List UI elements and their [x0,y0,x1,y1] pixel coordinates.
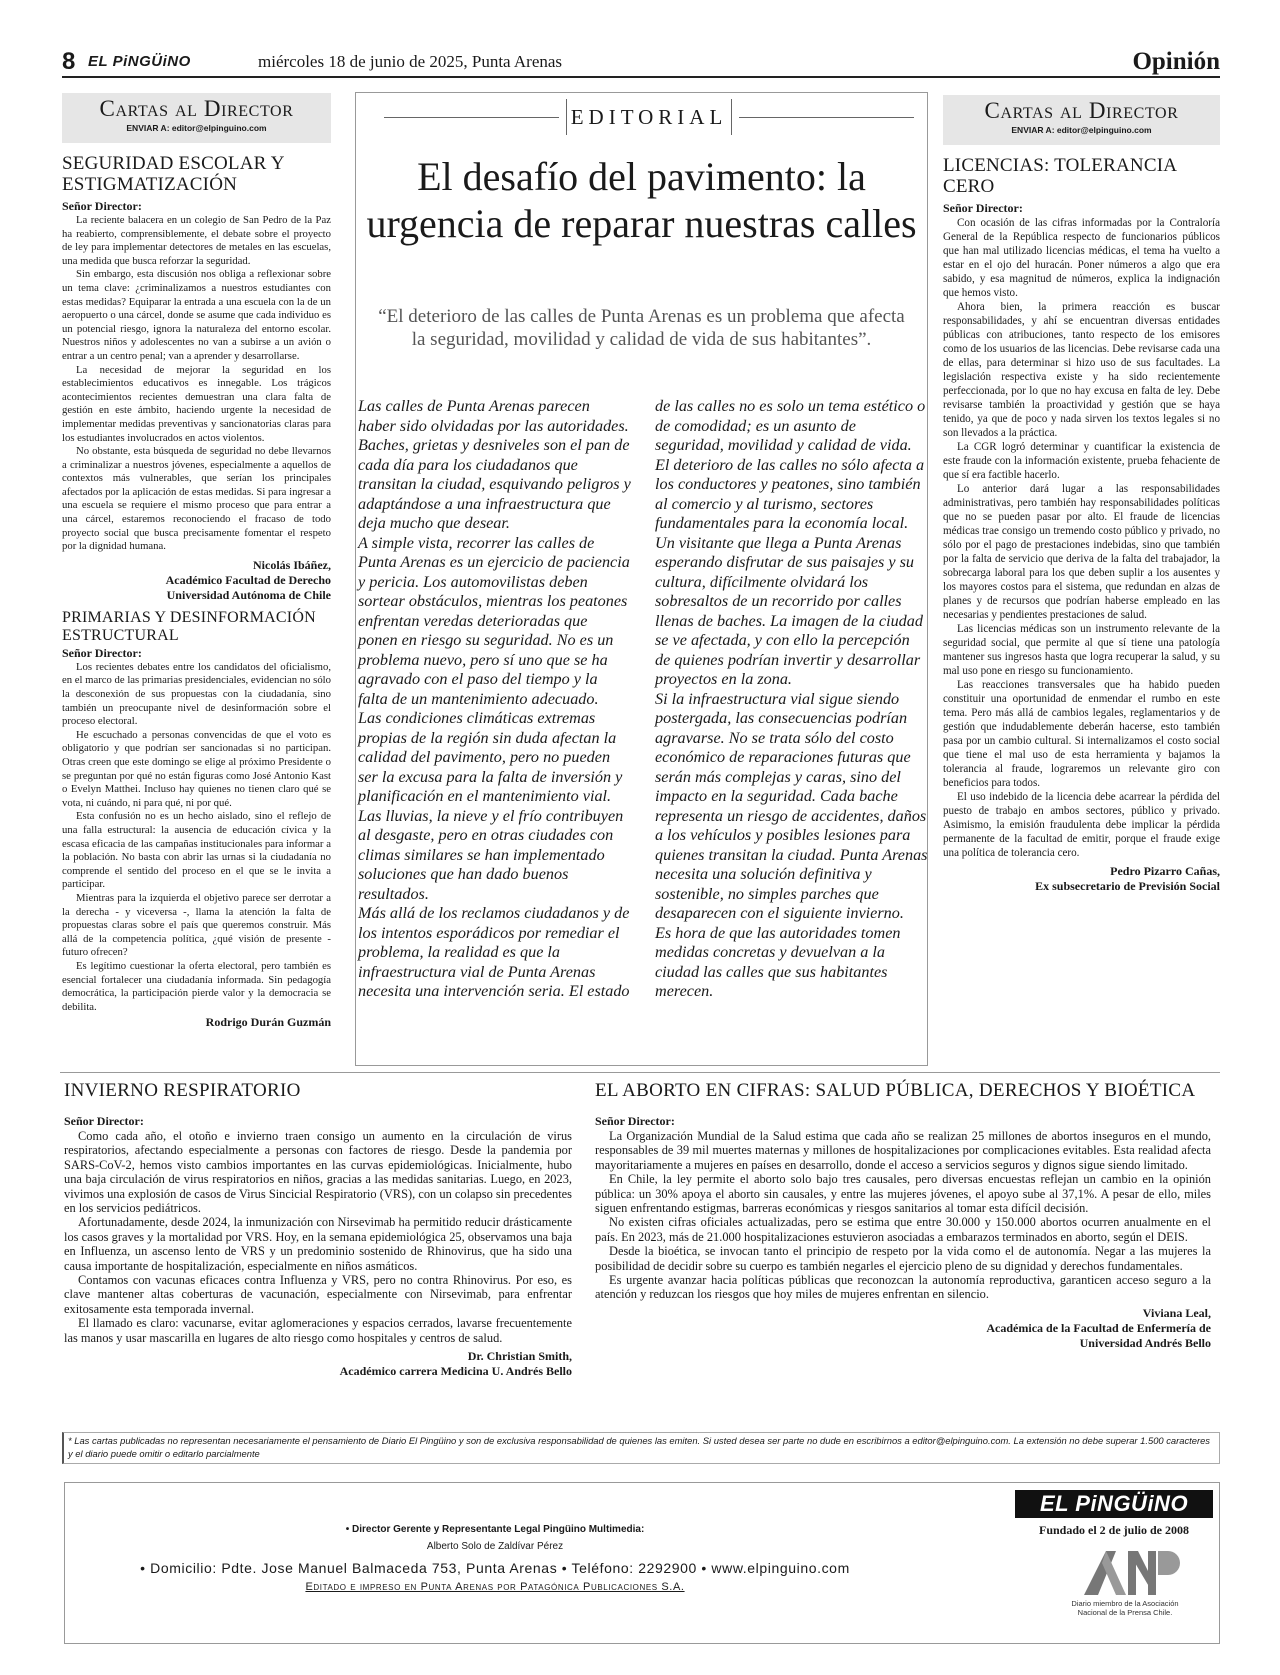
footer-brand-logo: EL PiNGÜiNO [1015,1490,1213,1518]
letter-salutation: Señor Director: [943,201,1023,215]
editorial-paragraph: A simple vista, recorrer las calles de Punta Arenas es un ejercicio de paciencia y pericia. Los automovilistas deben sortear obstáculos, mientras los peatones enfrentan veredas deterioradas que ponen en riesgo su seguridad. No es un problema nuevo, pero sí uno que se ha agravado con el paso del tiempo y la falta de un mantenimiento adecuado. [358,533,630,708]
editorial-paragraph: Si la infraestructura vial sigue siendo postergada, las consecuencias podrían agravarse. No se trata sólo del costo económico de reparaciones futuras que serán más complejas y caras, sino del impacto en la seguridad. Cada bache representa un riesgo de accidentes, daños a los vehículos y posibles lesiones para quienes transitan la ciudad. Punta Arenas necesita una solución definitiva y sostenible, no simples parches que desaparecen con el siguiente invierno. [655,689,928,922]
anp-member-text: Diario miembro de la Asociación Nacional de la Prensa Chile. [1071,1599,1179,1617]
imprint-publisher: Editado e impreso en Punta Arenas por Patagónica Publicaciones S.A. [305,1581,685,1593]
letter-paragraph: Con ocasión de las cifras informadas por la Contraloría General de la República respecto de funcionarios públicos que han mal utilizado licencias médicas, el tema ha vuelto a estar en el ojo del huracán. Poner números a algo que era sabido, y esa magnitud de números, explica la indignación que hemos visto. [943,217,1220,299]
signature-institution: Universidad Andrés Bello [1079,1335,1211,1350]
letter-paragraph: La necesidad de mejorar la seguridad en los establecimientos educativos es innegable. Los trágicos acontecimientos recientes demuestran una clara falta de gestión en este ámbito, haciendo urgente la necesidad de implementar medidas preventivas y sancionatorias claras para los estudiantes involucrados en actos violentos. [62,363,331,444]
letter-paragraph: La CGR logró determinar y cuantificar la existencia de este fraude con la información existente, prueba fehaciente de que sí era factible hacerlo. [943,441,1220,481]
letter-signature [62,1015,331,1030]
editorial-paragraph: Las condiciones climáticas extremas propias de la región sin duda afectan la calidad del pavimento, pero no pueden ser la excusa para la falta de inversión y planificación en el mantenimiento vial. Las lluvias, la nieve y el frío contribuyen al desgaste, pero en otras ciudades con climas similares se han implementado soluciones que han dado buenos resultados. [358,709,624,903]
editorial-body [358,397,928,1047]
letter-paragraph: Ahora bien, la primera reacción es buscar responsabilidades, y ahí se encuentran diversas entidades públicas con atribuciones, tanto respecto de los emisores como de los usuarios de las licencias. Debe revisarse cada una de ellas, para determinar si hizo uso de sus facultades. La legislación respectiva existe y ha sido recientemente perfeccionada, por lo que no hay excusa en falta de ley. Debe revisarse también la proactividad y gestión que se haya tenido, ya que de poco y nada sirven los textos legales si no son llevados a la práctica. [943,301,1220,439]
letter-signature [62,558,331,603]
letter-paragraph: La reciente balacera en un colegio de San Pedro de la Paz ha reabierto, comprensiblemente, el debate sobre el proyecto de ley para implementar detectores de metales en las escuelas, una medida que busca reforzar la seguridad. [62,214,331,267]
section-title: Opinión [1132,48,1220,75]
masthead-brand: EL PiNGÜiNO [88,53,191,70]
letter-paragraph: Es urgente avanzar hacia políticas públicas que reconozcan la autonomía reproductiva, garanticen acceso seguro a la atención y reduzcan los riesgos que hoy miles de mujeres enfrentan en silencio. [595,1273,1211,1302]
editorial-paragraph: El deterioro de las calles no sólo afecta a los conductores y peatones, sino también al comercio y al turismo, sectores fundamentales para la economía local. Un visitante que llega a Punta Arenas esperando disfrutar de sus paisajes y su cultura, difícilmente olvidará los sobresaltos de un recorrido por calles llenas de baches. La imagen de la ciudad se ve afectada, y con ello la percepción de quienes podrían invertir y desarrollar proyectos en la zona. [655,455,925,688]
letter-paragraph: La Organización Mundial de la Salud estima que cada año se realizan 25 millones de abortos inseguros en el mundo, responsables de 39 mil muertes maternas y millones de hospitalizaciones por complicaciones evitables. Esta realidad afecta mayoritariamente a mujeres en países en desarrollo, donde el acceso a servicios seguros y dignos sigue siendo limitado. [595,1129,1211,1172]
letters-box-email: ENVIAR A: editor@elpinguino.com [1011,125,1152,135]
letters-box [62,93,331,143]
letter-paragraph: El uso indebido de la licencia debe acarrear la pérdida del puesto de trabajo en ambos sectores, público y privado. Asimismo, la emisión fraudulenta debe implicar la pérdida permanente de la facultad de emitir, porque el fraude exige una política de tolerancia cero. [943,791,1220,859]
bottom-left-letter [64,1114,572,1379]
letter-body [943,216,1220,860]
letter-paragraph: Las reacciones transversales que ha habido pueden constituir una oportunidad de enmendar el rumbo en este tema. Pero más allá de cambios legales, reglamentarios y de gestión que indudablemente deberán hacerse, esto también pasa por un cambio cultural. Si internalizamos el costo social que tiene el mal uso de esta herramienta y bajamos la tolerancia al fraude, lograremos un relevante giro con beneficios para todos. [943,679,1220,789]
editorial-pull-quote: “El deterioro de las calles de Punta Arenas es un problema que afecta la seguridad, movilidad y calidad de vida de sus habitantes”. [378,306,905,350]
founded-date: Fundado el 2 de julio de 2008 [1038,1523,1190,1537]
letter-paragraph: Las licencias médicas son un instrumento relevante de la seguridad social, que permite al que sí tiene una patología mantener sus ingresos hasta que logra recuperar la salud, y su mal uso pone en riesgo su funcionamiento. [943,623,1220,677]
signature-name: Viviana Leal, [1142,1305,1211,1320]
letter-body [62,214,331,554]
letter-heading: SEGURIDAD ESCOLAR Y ESTIGMATIZACIÓN [62,153,284,195]
imprint-director-name: Alberto Solo de Zaldívar Pérez [426,1541,564,1552]
signature-name: Nicolás Ibáñez, [253,557,331,572]
letter-body [62,661,331,1014]
page-header [62,48,1220,78]
letter-paragraph: Es legítimo cuestionar la oferta electoral, pero también es esencial fortalecer una ciudadanía informada. Sin pedagogía democrática, la participación pierde valor y la democracia se debilita. [62,959,331,1013]
signature-name: Pedro Pizarro Cañas, [1110,864,1220,878]
issue-date: miércoles 18 de junio de 2025, Punta Arenas [258,52,563,71]
signature-title: Académica de la Facultad de Enfermería de [986,1320,1211,1335]
left-letters-column [62,93,331,1030]
page-number: 8 [62,48,76,75]
letter-salutation: Señor Director: [595,1114,675,1128]
editorial-paragraph: Más allá de los reclamos ciudadanos y de los intentos esporádicos por remediar el problema, la realidad es que la infraestructura vial de Punta Arenas necesita una intervención seria. El estado de las calles no es solo un tema estético o de comodidad; es un asunto de seguridad, movilidad y calidad de vida. [358,397,926,1000]
letter-paragraph: Esta confusión no es un hecho aislado, sino el reflejo de una falla estructural: la ausencia de educación cívica y la escasa eficacia de las campañas institucionales para informar a la población. No basta con abrir las urnas si la ciudadanía no comprende el sentido del proceso en el que se le invita a participar. [62,810,331,891]
letter-body [64,1129,572,1345]
letter-paragraph: Contamos con vacunas eficaces contra Influenza y VRS, pero no contra Rhinovirus. Por eso, es clave mantener altas coberturas de vacunación, especialmente con Nirsevimab, para enfrentar exitosamente esta temporada invernal. [64,1273,572,1316]
letter-paragraph: Lo anterior dará lugar a las responsabilidades administrativas, pero también hay responsabilidades políticas que no se pueden pasar por alto. El fraude de licencias médicas trae consigo un tremendo costo público y privado, no sólo por el pago de prestaciones indebidas, sino que también por la falta de servicio que deriva de la falta del trabajador, la sobrecarga laboral para los que deben suplir a los ausentes y los mayores costos para el sistema, que redundan en alzas de planes y de recursos que podrían haberse empleado en las necesarias y pendientes prestaciones de salud. [943,483,1220,621]
right-letters-column [943,95,1220,894]
editorial-title: El desafío del pavimento: la urgencia de reparar nuestras calles [366,154,917,246]
letter-heading: LICENCIAS: TOLERANCIA CERO [943,155,1177,197]
letter-paragraph: Desde la bioética, se invocan tanto el principio de respeto por la vida como el de autonomía. Negar a las mujeres la posibilidad de decidir sobre su cuerpo es también negarles el ejercicio pleno de su dignidad y derechos fundamentales. [595,1244,1211,1273]
imprint-box [64,1482,1220,1644]
editorial-box [355,92,928,1066]
imprint-address: • Domicilio: Pdte. Jose Manuel Balmaceda 753, Punta Arenas • Teléfono: 2292900 • www.elpinguino.com [140,1560,850,1576]
signature-institution: Universidad Autónoma de Chile [166,587,331,602]
letter-paragraph: En Chile, la ley permite el aborto solo bajo tres causales, pero diversas encuestas reflejan un cambio en la opinión pública: un 30% apoya el aborto sin causales, y entre las mujeres jóvenes, el apoyo sube al 37,1%. A pesar de ello, miles siguen enfrentando estigmas, barreras económicas y riesgos sanitarios al tomar esta difícil decisión. [595,1172,1211,1216]
letter-paragraph: Mientras para la izquierda el objetivo parece ser derrotar a la derecha - y viceversa -, llama la atención la falta de propuestas claras sobre el país que queremos construir. Más allá de la competencia política, ¿qué visión de presente - futuro ofrecen? [62,891,331,959]
letter-paragraph: He escuchado a personas convencidas de que el voto es obligatorio y que podrían ser sancionadas si no participan. Otras creen que este domingo se elige al próximo Presidente o se preguntan por qué no están figuras como José Antonio Kast o Evelyn Matthei. Incluso hay quienes no tienen claro qué se vota, ni cuándo, ni para qué, ni por qué. [62,728,331,809]
letter-paragraph: Como cada año, el otoño e invierno traen consigo un aumento en la circulación de virus respiratorios, afectando especialmente a personas con factores de riesgo. Desde la pandemia por SARS-CoV-2, hemos visto cambios importantes en las curvas epidemiológicas. Inicialmente, hubo una baja circulación de virus respiratorios en niños, gracias a las medidas sanitarias. Luego, en 2023, vivimos una explosión de casos de Virus Sincicial Respiratorio (VRS), con un colapso sin precedentes en los servicios pediátricos. [64,1129,572,1216]
signature-name: Rodrigo Durán Guzmán [205,1015,331,1030]
editorial-paragraph: Las calles de Punta Arenas parecen haber sido olvidadas por las autoridades. Baches, grietas y desniveles son el pan de cada día para los ciudadanos que transitan la ciudad, esquivando peligros y adaptándose a una infraestructura que deja mucho que desear. [358,397,631,532]
letter-paragraph: El llamado es claro: vacunarse, evitar aglomeraciones y espacios cerrados, lavarse frecuentemente las manos y usar mascarilla en lugares de alto riesgo como hospitales y centros de salud. [64,1316,572,1345]
letter-heading: INVIERNO RESPIRATORIO [64,1080,301,1101]
letters-box-title: Cartas al Director [99,96,294,121]
letter-paragraph: Sin embargo, esta discusión nos obliga a reflexionar sobre un tema clave: ¿criminalizamos a nuestros estudiantes con estas medidas? Equiparar la entrada a una escuela con la de un aeropuerto o una cárcel, donde se asume que cada individuo es un potencial riesgo, ignora la naturaleza del entorno escolar. Nuestros niños y adolescentes no van a subirse a un avión o entrar a un centro penal; van a aprender y desarrollarse. [62,268,331,362]
signature-title: Ex subsecretario de Previsión Social [1035,879,1220,893]
letter-signature [943,864,1220,894]
letter-heading: EL ABORTO EN CIFRAS: SALUD PÚBLICA, DERECHOS Y BIOÉTICA [595,1080,1196,1101]
editorial-label: EDITORIAL [566,99,732,135]
letter-salutation: Señor Director: [64,1114,144,1128]
letter-paragraph: Los recientes debates entre los candidatos del oficialismo, en el marco de las primarias presidenciales, evidencian no sólo la desconexión de sus propuestas con la ciudadanía, sino también un preocupante nivel de desinformación sobre el proceso electoral. [62,660,331,728]
anp-logo-icon [1080,1543,1180,1603]
signature-name: Dr. Christian Smith, [467,1349,572,1364]
signature-title: Académico Facultad de Derecho [165,572,331,587]
letter-paragraph: Afortunadamente, desde 2024, la inmunización con Nirsevimab ha permitido reducir drásticamente los casos graves y la mortalidad por VRS. Hoy, en la semana epidemiológica 25, observamos una baja en Influenza, un ascenso lento de VRS y un predominio sostenido de Rhinovirus, que ha sido una causa importante de hospitalización, especialmente en niños asmáticos. [64,1215,572,1273]
letter-paragraph: No obstante, esta búsqueda de seguridad no debe llevarnos a criminalizar a nuestros jóvenes, especialmente a aquellos de contextos más vulnerables, que serían los principales afectados por la aplicación de estas medidas. Si para ingresar a una escuela se requiere el mismo proceso que para entrar a una cárcel, estaremos reconociendo el fracaso de todo proyecto social que busca precisamente fomentar el respeto por la dignidad humana. [62,445,331,553]
letter-body [595,1129,1211,1302]
signature-title: Académico carrera Medicina U. Andrés Bello [339,1364,572,1379]
letters-box-title: Cartas al Director [984,98,1179,123]
bottom-right-letter [595,1114,1211,1351]
imprint-director-label: • Director Gerente y Representante Legal Pingüino Multimedia: [345,1524,645,1535]
letter-paragraph: No existen cifras oficiales actualizadas, pero se estima que entre 30.000 y 150.000 abortos ocurren anualmente en el país. En 2023, más de 21.000 hospitalizaciones estuvieron asociadas a embarazos terminados en aborto, según el DEIS. [595,1215,1211,1244]
letter-signature [64,1349,572,1379]
section-divider [60,1072,1220,1073]
letter-salutation: Señor Director: [62,199,142,213]
letter-signature [595,1306,1211,1351]
letter-heading: PRIMARIAS Y DESINFORMACIÓN ESTRUCTURAL [62,608,316,644]
letters-box-email: ENVIAR A: editor@elpinguino.com [126,123,267,133]
letters-box [943,95,1220,145]
letter-salutation: Señor Director: [62,645,142,660]
editorial-paragraph: Es hora de que las autoridades tomen medidas concretas y devuelvan a la ciudad las calles que sus habitantes merecen. [655,923,901,1000]
letters-disclaimer: * Las cartas publicadas no representan necesariamente el pensamiento de Diario El Pingüino y son de exclusiva responsabilidad de quienes las emiten. Si usted desea ser parte no dude en escribirnos a editor@elpinguino.com. La extensión no debe superar 1.500 caracteres y el diario puede omitir o editarlo parcialmente [62,1432,1220,1464]
